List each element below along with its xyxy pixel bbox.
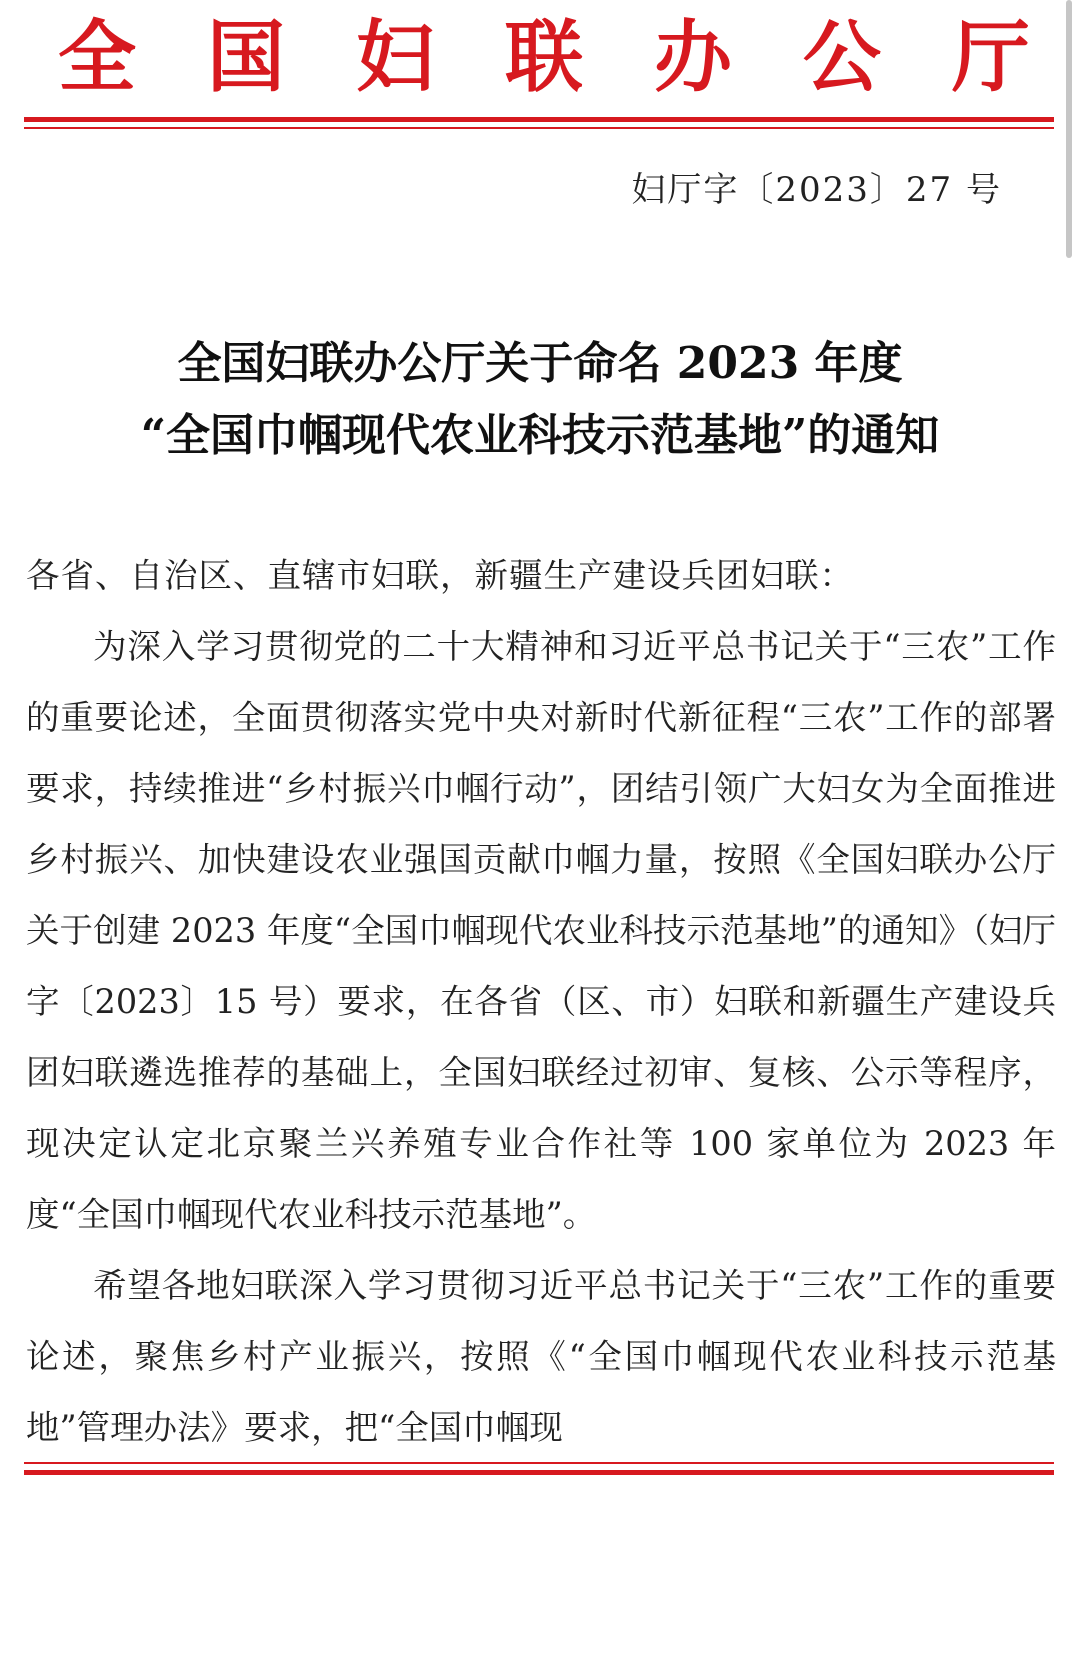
letterhead (28, 8, 1052, 108)
title-line-2: “全国巾帼现代农业科技示范基地”的通知 (140, 410, 940, 461)
document-body (26, 540, 1056, 1463)
letterhead-char: 妇 (355, 12, 434, 103)
footer-rule-bottom (24, 1470, 1054, 1475)
document-number: 妇厅字〔2023〕27 号 (631, 170, 1002, 210)
letterhead-char: 国 (206, 12, 285, 103)
letterhead-char: 全 (58, 12, 137, 103)
body-paragraph-2: 希望各地妇联深入学习贯彻习近平总书记关于“三农”工作的重要论述，聚焦乡村产业振兴，按照《“全国巾帼现代农业科技示范基地”管理办法》要求，把“全国巾帼现 (26, 1266, 1056, 1447)
document-title (0, 328, 1080, 472)
salutation: 各省、自治区、直辖市妇联，新疆生产建设兵团妇联： (26, 556, 854, 595)
body-paragraph-1: 为深入学习贯彻党的二十大精神和习近平总书记关于“三农”工作的重要论述，全面贯彻落实党中央对新时代新征程“三农”工作的部署要求，持续推进“乡村振兴巾帼行动”，团结引领广大妇女为全面推进乡村振兴、加快建设农业强国贡献巾帼力量，按照《全国妇联办公厅关于创建 2023 年度“全国巾帼现代农业科技示范基地”的通知》（妇厅字〔2023〕15 号）要求，在各省（区、市）妇联和新疆生产建设兵团妇联遴选推荐的基础上，全国妇联经过初审、复核、公示等程序，现决定认定北京聚兰兴养殖专业合作社等 100 家单位为 2023 年度“全国巾帼现代农业科技示范基地”。 (26, 627, 1056, 1234)
letterhead-char: 厅 (951, 12, 1030, 103)
letterhead-char: 联 (504, 12, 583, 103)
letterhead-char: 公 (802, 12, 881, 103)
title-line-1: 全国妇联办公厅关于命名 2023 年度 (177, 338, 903, 389)
letterhead-rule-top (24, 117, 1054, 122)
letterhead-rule-bottom (24, 127, 1054, 129)
scrollbar[interactable] (1066, 0, 1072, 258)
letterhead-char: 办 (653, 12, 732, 103)
footer-rule-top (24, 1462, 1054, 1464)
